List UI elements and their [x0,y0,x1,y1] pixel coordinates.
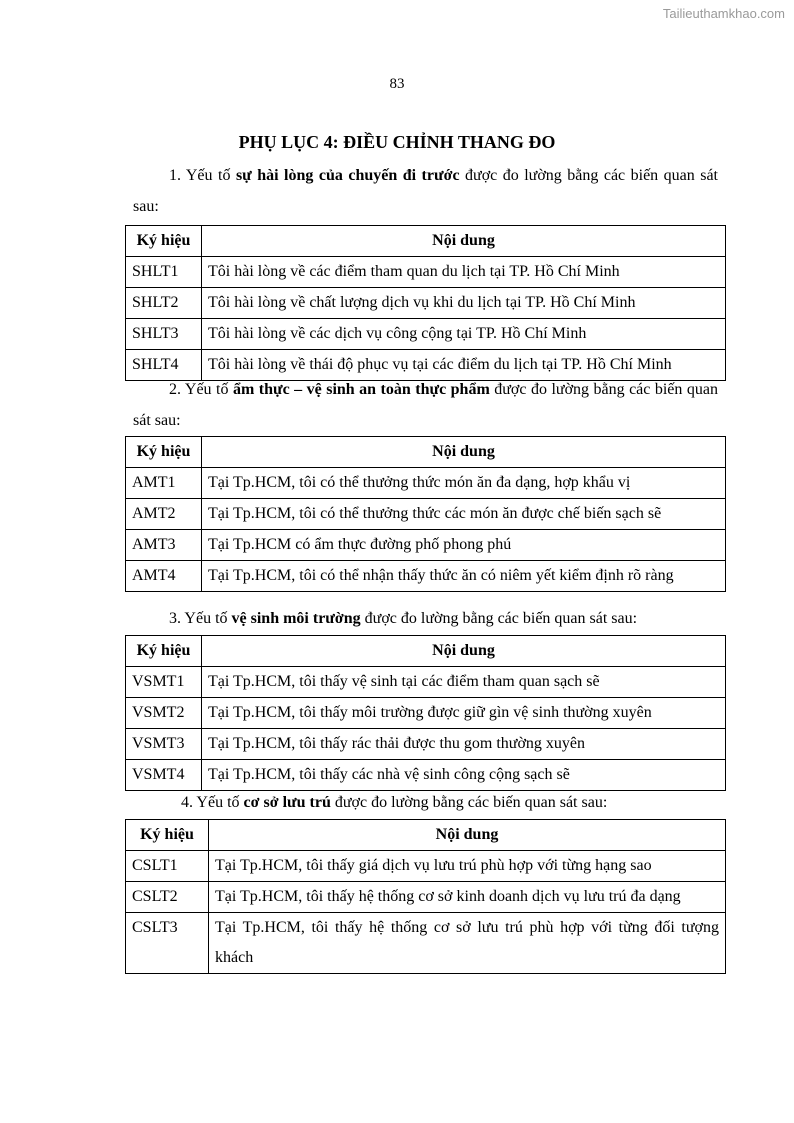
row-content: Tại Tp.HCM, tôi thấy vệ sinh tại các điểm tham quan sạch sẽ [202,667,726,698]
table-header-row [126,820,726,851]
section-intro-prefix: 2. Yếu tố [169,381,233,398]
section-factor-name: vệ sinh môi trường [231,610,361,627]
row-content: Tôi hài lòng về các điểm tham quan du lịch tại TP. Hồ Chí Minh [202,257,726,288]
section-intro-suffix: được đo lường bằng các biến quan sát sau: [330,794,608,811]
row-code: VSMT1 [126,667,202,698]
table-row [126,288,726,319]
section-intro-suffix: được đo lường bằng các biến quan sát sau: [133,381,718,429]
measure-table-4 [125,819,726,974]
section-intro-suffix: được đo lường bằng các biến quan sát sau: [360,610,638,627]
section-factor-name: ẩm thực – vệ sinh an toàn thực phẩm [232,381,490,398]
table-row [126,882,726,913]
row-content: Tại Tp.HCM, tôi thấy môi trường được giữ gìn vệ sinh thường xuyên [202,698,726,729]
header-code: Ký hiệu [126,226,202,257]
header-code: Ký hiệu [126,437,202,468]
header-content: Nội dung [202,437,726,468]
table-row [126,667,726,698]
header-content: Nội dung [202,226,726,257]
section-intro-prefix: 4. Yếu tố [181,794,244,811]
row-code: SHLT2 [126,288,202,319]
table-row [126,468,726,499]
table-row [126,561,726,592]
table-row [126,698,726,729]
table-row [126,760,726,791]
page-number: 83 [389,76,405,92]
row-content: Tôi hài lòng về các dịch vụ công cộng tại TP. Hồ Chí Minh [202,319,726,350]
section-intro-suffix: được đo lường bằng các biến quan sát sau: [133,167,718,215]
page-title: PHỤ LỤC 4: ĐIỀU CHỈNH THANG ĐO [238,132,556,152]
row-code: SHLT1 [126,257,202,288]
watermark: Tailieuthamkhao.com [662,6,785,21]
row-code: AMT4 [126,561,202,592]
row-code: VSMT3 [126,729,202,760]
table-row [126,729,726,760]
table-row [126,530,726,561]
section-3-intro [133,603,718,634]
table-row [126,257,726,288]
section-factor-name: sự hài lòng của chuyến đi trước [235,167,460,184]
table-row [126,851,726,882]
section-factor-name: cơ sở lưu trú [243,794,331,811]
table-header-row [126,636,726,667]
header-code: Ký hiệu [126,636,202,667]
row-content: Tôi hài lòng về thái độ phục vụ tại các điểm du lịch tại TP. Hồ Chí Minh [202,350,726,381]
measure-table-3 [125,635,726,791]
table-header-row [126,226,726,257]
row-content: Tại Tp.HCM, tôi có thể thưởng thức các món ăn được chế biến sạch sẽ [202,499,726,530]
table-row [126,499,726,530]
section-intro-prefix: 3. Yếu tố [169,610,232,627]
row-code: AMT2 [126,499,202,530]
table-header-row [126,437,726,468]
section-1-intro [133,160,718,222]
section-intro-prefix: 1. Yếu tố [169,167,236,184]
row-content: Tại Tp.HCM, tôi có thể thưởng thức món ăn đa dạng, hợp khẩu vị [202,468,726,499]
section-2-intro [133,374,718,436]
row-code: SHLT3 [126,319,202,350]
row-content: Tại Tp.HCM, tôi thấy hệ thống cơ sở lưu trú phù hợp với từng đối tượng khách [209,913,726,974]
row-code: SHLT4 [126,350,202,381]
row-code: VSMT4 [126,760,202,791]
measure-table-1 [125,225,726,381]
row-content: Tại Tp.HCM, tôi thấy giá dịch vụ lưu trú phù hợp với từng hạng sao [209,851,726,882]
row-content: Tại Tp.HCM, tôi có thể nhận thấy thức ăn có niêm yết kiểm định rõ ràng [202,561,726,592]
row-code: VSMT2 [126,698,202,729]
table-row [126,913,726,974]
header-code: Ký hiệu [126,820,209,851]
row-code: CSLT2 [126,882,209,913]
row-code: CSLT1 [126,851,209,882]
row-content: Tôi hài lòng về chất lượng dịch vụ khi du lịch tại TP. Hồ Chí Minh [202,288,726,319]
row-code: AMT1 [126,468,202,499]
header-content: Nội dung [209,820,726,851]
row-code: CSLT3 [126,913,209,974]
header-content: Nội dung [202,636,726,667]
row-code: AMT3 [126,530,202,561]
row-content: Tại Tp.HCM, tôi thấy các nhà vệ sinh công cộng sạch sẽ [202,760,726,791]
row-content: Tại Tp.HCM có ẩm thực đường phố phong phú [202,530,726,561]
row-content: Tại Tp.HCM, tôi thấy rác thải được thu gom thường xuyên [202,729,726,760]
row-content: Tại Tp.HCM, tôi thấy hệ thống cơ sở kinh doanh dịch vụ lưu trú đa dạng [209,882,726,913]
table-row [126,319,726,350]
section-4-intro [145,787,730,818]
measure-table-2 [125,436,726,592]
